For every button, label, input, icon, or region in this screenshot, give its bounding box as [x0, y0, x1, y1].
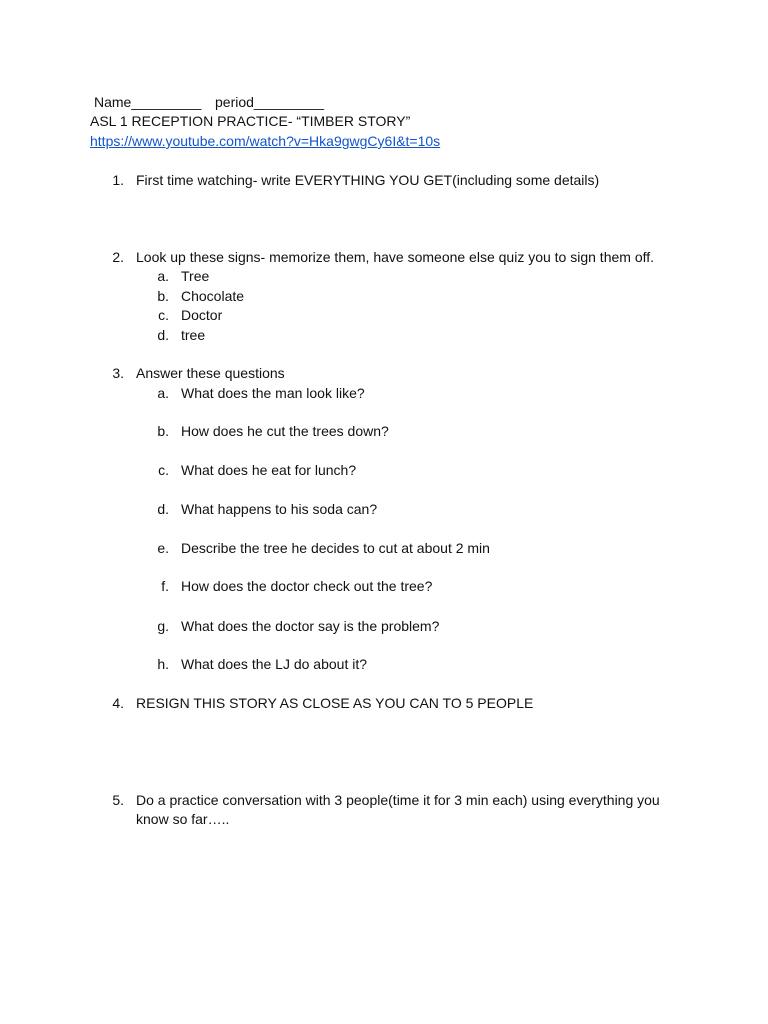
item-number: 1. — [112, 172, 124, 188]
sub-item-text: What happens to his soda can? — [181, 501, 378, 517]
item-number: 2. — [112, 249, 124, 265]
sub-item-text: How does he cut the trees down? — [181, 423, 389, 439]
sub-item-letter: d. — [157, 327, 169, 343]
item-text-continued: know so far….. — [136, 811, 230, 827]
sub-item-letter: e. — [157, 540, 169, 556]
sub-item-letter: b. — [157, 288, 169, 304]
sub-item-text: What does the LJ do about it? — [181, 656, 368, 672]
name-field-label: Name_________ — [94, 94, 202, 110]
sub-item-letter: b. — [157, 423, 169, 439]
sub-item-text: What does the man look like? — [181, 385, 365, 401]
item-text: Answer these questions — [136, 365, 285, 381]
sub-item-letter: a. — [157, 268, 169, 284]
sub-item-letter: h. — [157, 656, 169, 672]
period-field-label: period_________ — [215, 94, 324, 110]
sub-item-text: What does the doctor say is the problem? — [181, 618, 440, 634]
youtube-link[interactable]: https://www.youtube.com/watch?v=Hka9gwgCy6I&t=10s — [90, 133, 441, 149]
item-text: Do a practice conversation with 3 people(time it for 3 min each) using everything you — [136, 792, 660, 808]
sub-item-text: Describe the tree he decides to cut at about 2 min — [181, 540, 490, 556]
sub-item-text: Chocolate — [181, 288, 245, 304]
sub-item-letter: a. — [157, 385, 169, 401]
sub-item-text: Doctor — [181, 307, 223, 323]
item-number: 4. — [112, 695, 124, 711]
sub-item-text: How does the doctor check out the tree? — [181, 578, 433, 594]
sub-item-letter: d. — [157, 501, 169, 517]
document-title: ASL 1 RECEPTION PRACTICE- “TIMBER STORY” — [90, 113, 411, 129]
item-number: 3. — [112, 365, 124, 381]
sub-item-letter: c. — [158, 462, 169, 478]
sub-item-letter: f. — [161, 578, 169, 594]
sub-item-text: tree — [181, 327, 206, 343]
item-text: RESIGN THIS STORY AS CLOSE AS YOU CAN TO 5 PEOPLE — [136, 695, 534, 711]
item-number: 5. — [112, 792, 124, 808]
item-text: First time watching- write EVERYTHING YOU GET(including some details) — [136, 172, 600, 188]
sub-item-text: What does he eat for lunch? — [181, 462, 357, 478]
sub-item-text: Tree — [181, 268, 210, 284]
sub-item-letter: g. — [157, 618, 169, 634]
sub-item-letter: c. — [158, 307, 169, 323]
item-text: Look up these signs- memorize them, have someone else quiz you to sign them off. — [136, 249, 655, 265]
